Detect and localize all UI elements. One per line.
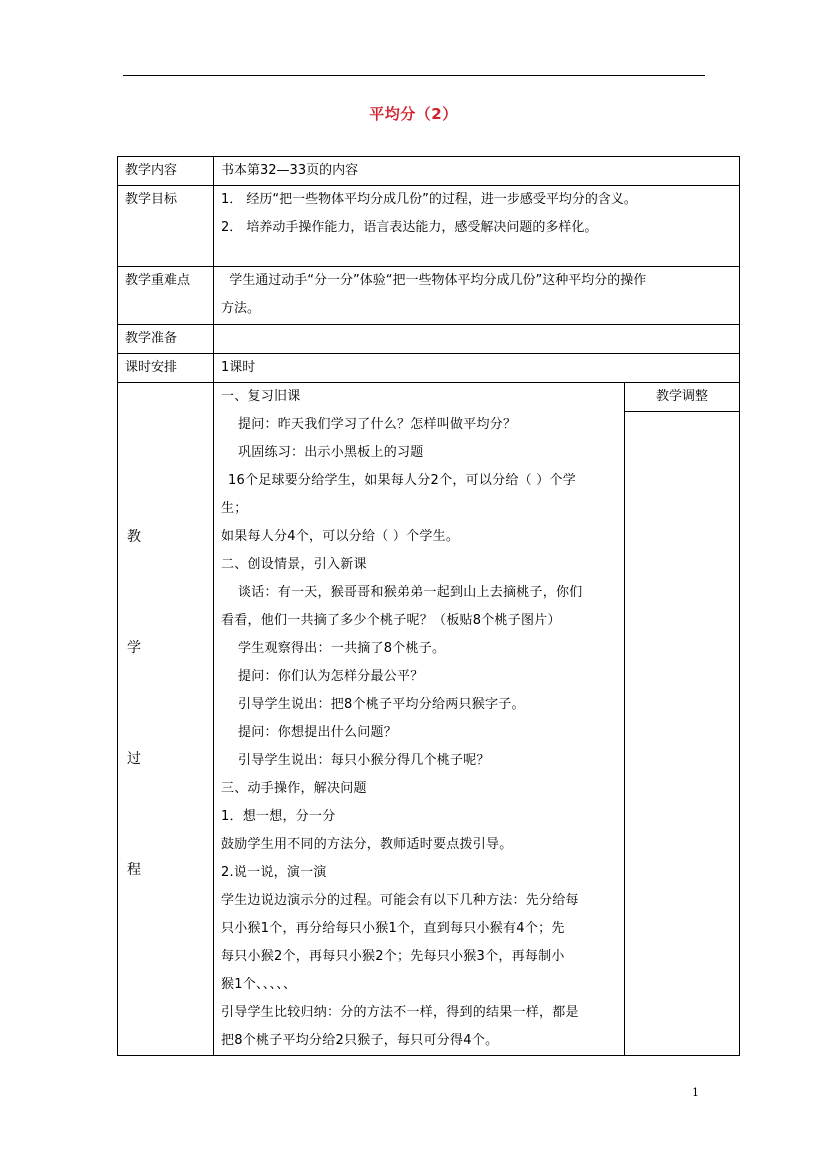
process-line: 生； bbox=[221, 501, 248, 516]
goal-item: 1． 经历“把一些物体平均分成几份”的过程，进一步感受平均分的含义。 bbox=[221, 192, 637, 207]
value-schedule: 1课时 bbox=[214, 354, 740, 383]
row-key-points bbox=[118, 267, 740, 325]
process-line: 鼓励学生用不同的方法分，教师适时要点拨引导。 bbox=[221, 837, 513, 852]
adjust-column bbox=[625, 383, 740, 1056]
process-line: 学生观察得出：一共摘了8个桃子。 bbox=[238, 641, 446, 656]
process-label-char: 教 bbox=[127, 529, 141, 545]
value-goals bbox=[214, 186, 740, 267]
value-content: 书本第32—33页的内容 bbox=[214, 157, 740, 186]
goal-item: 2． 培养动手操作能力，语言表达能力，感受解决问题的多样化。 bbox=[221, 220, 598, 235]
process-line: 如果每人分4个，可以分给（ ）个学生。 bbox=[221, 529, 460, 544]
page-number: 1 bbox=[692, 1086, 699, 1099]
row-content bbox=[118, 157, 740, 186]
lesson-plan-table bbox=[117, 156, 740, 1056]
label-key-points: 教学重难点 bbox=[118, 267, 214, 325]
process-label-char: 学 bbox=[127, 640, 141, 656]
page-title: 平均分（2） bbox=[369, 105, 458, 123]
label-goals: 教学目标 bbox=[118, 186, 214, 267]
process-line: 引导学生说出：每只小猴分得几个桃子呢？ bbox=[238, 753, 490, 768]
process-line: 一、复习旧课 bbox=[221, 389, 301, 404]
key-points-line: 学生通过动手“分一分”体验“把一些物体平均分成几份”这种平均分的操作 bbox=[221, 273, 647, 288]
process-label-char: 程 bbox=[127, 862, 141, 878]
process-line: 提问：你们认为怎样分最公平？ bbox=[238, 669, 424, 684]
process-line: 看看，他们一共摘了多少个桃子呢？（板贴8个桃子图片） bbox=[221, 613, 561, 628]
row-process bbox=[118, 383, 740, 1056]
row-goals bbox=[118, 186, 740, 267]
process-line: 引导学生说出：把8个桃子平均分给两只猴字子。 bbox=[238, 697, 525, 712]
process-line: 2.说一说，演一演 bbox=[221, 865, 327, 880]
header-rule bbox=[123, 75, 705, 76]
process-line: 谈话：有一天，猴哥哥和猴弟弟一起到山上去摘桃子，你们 bbox=[238, 585, 583, 600]
label-process bbox=[118, 383, 214, 1056]
value-preparation bbox=[214, 325, 740, 354]
process-line: 16个足球要分给学生，如果每人分2个，可以分给（ ）个学 bbox=[228, 473, 576, 488]
process-line: 每只小猴2个，再每只小猴2个；先每只小猴3个，再每制小 bbox=[221, 949, 565, 964]
process-line: 巩固练习：出示小黑板上的习题 bbox=[238, 445, 424, 460]
process-line: 提问：昨天我们学习了什么？怎样叫做平均分？ bbox=[238, 417, 517, 432]
process-line: 二、创设情景，引入新课 bbox=[221, 557, 367, 572]
adjust-header: 教学调整 bbox=[625, 383, 739, 412]
process-line: 只小猴1个，再分给每只小猴1个，直到每只小猴有4个；先 bbox=[221, 921, 565, 936]
process-line: 1．想一想，分一分 bbox=[221, 809, 336, 824]
process-line: 猴1个、、、、、 bbox=[221, 977, 297, 992]
label-content: 教学内容 bbox=[118, 157, 214, 186]
row-schedule bbox=[118, 354, 740, 383]
process-label-char: 过 bbox=[127, 751, 141, 767]
label-preparation: 教学准备 bbox=[118, 325, 214, 354]
process-line: 学生边说边演示分的过程。可能会有以下几种方法：先分给每 bbox=[221, 893, 579, 908]
label-schedule: 课时安排 bbox=[118, 354, 214, 383]
process-body bbox=[214, 383, 625, 1056]
process-line: 三、动手操作，解决问题 bbox=[221, 781, 367, 796]
value-key-points bbox=[214, 267, 740, 325]
row-preparation bbox=[118, 325, 740, 354]
process-line: 提问：你想提出什么问题？ bbox=[238, 725, 398, 740]
key-points-line: 方法。 bbox=[221, 301, 261, 316]
process-lines bbox=[221, 383, 624, 1055]
process-line: 引导学生比较归纳：分的方法不一样，得到的结果一样，都是 bbox=[221, 1005, 579, 1020]
process-line: 把8个桃子平均分给2只猴子，每只可分得4个。 bbox=[221, 1033, 499, 1048]
